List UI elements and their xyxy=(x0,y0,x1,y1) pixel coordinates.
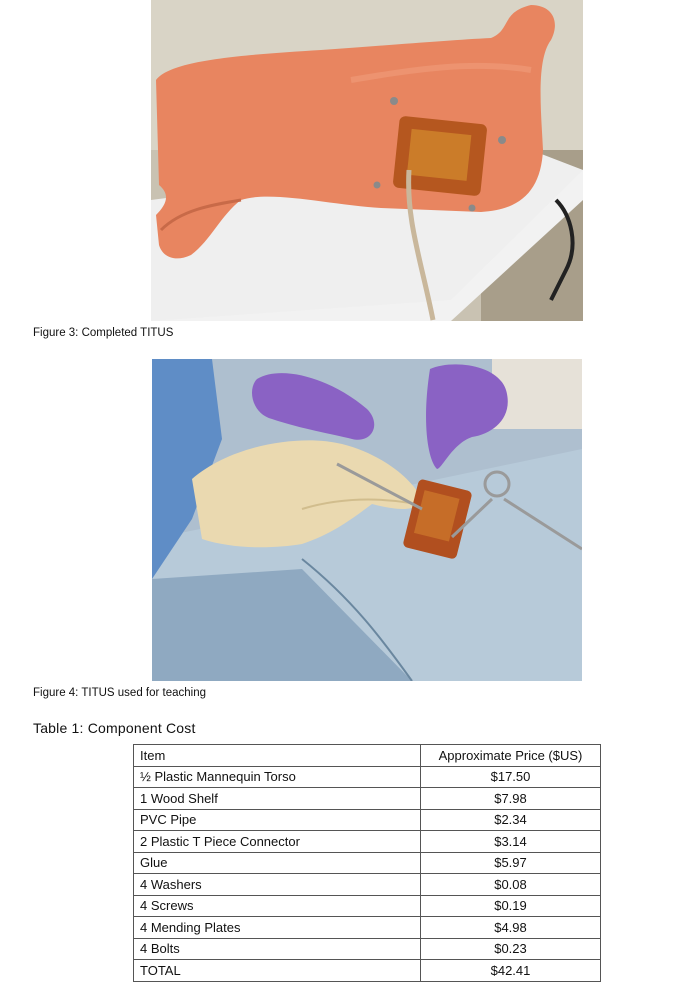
table-row xyxy=(134,874,601,896)
figure-4-photo xyxy=(152,359,582,681)
component-cost-table xyxy=(133,744,601,982)
table-row xyxy=(134,809,601,831)
item-cell: Glue xyxy=(134,852,421,874)
item-cell: 2 Plastic T Piece Connector xyxy=(134,831,421,853)
table-row xyxy=(134,938,601,960)
item-cell: PVC Pipe xyxy=(134,809,421,831)
table-row xyxy=(134,852,601,874)
item-cell: 4 Screws xyxy=(134,895,421,917)
total-price-cell: $42.41 xyxy=(421,960,601,982)
price-cell: $4.98 xyxy=(421,917,601,939)
table-row xyxy=(134,788,601,810)
price-cell: $5.97 xyxy=(421,852,601,874)
price-cell: $3.14 xyxy=(421,831,601,853)
price-cell: $0.19 xyxy=(421,895,601,917)
price-cell: $0.08 xyxy=(421,874,601,896)
item-cell: 4 Washers xyxy=(134,874,421,896)
table-row xyxy=(134,831,601,853)
price-cell: $2.34 xyxy=(421,809,601,831)
table-header-row xyxy=(134,745,601,767)
table-row xyxy=(134,766,601,788)
figure-3-caption: Figure 3: Completed TITUS xyxy=(33,327,174,339)
item-cell: 4 Mending Plates xyxy=(134,917,421,939)
price-cell: $0.23 xyxy=(421,938,601,960)
total-label-cell: TOTAL xyxy=(134,960,421,982)
price-cell: $7.98 xyxy=(421,788,601,810)
header-item: Item xyxy=(134,745,421,767)
item-cell: ½ Plastic Mannequin Torso xyxy=(134,766,421,788)
price-cell: $17.50 xyxy=(421,766,601,788)
table-title: Table 1: Component Cost xyxy=(33,720,196,736)
figure-3-photo xyxy=(151,0,583,321)
table-total-row xyxy=(134,960,601,982)
header-price: Approximate Price ($US) xyxy=(421,745,601,767)
item-cell: 4 Bolts xyxy=(134,938,421,960)
item-cell: 1 Wood Shelf xyxy=(134,788,421,810)
table-row xyxy=(134,917,601,939)
figure-4-caption: Figure 4: TITUS used for teaching xyxy=(33,687,207,699)
table-row xyxy=(134,895,601,917)
